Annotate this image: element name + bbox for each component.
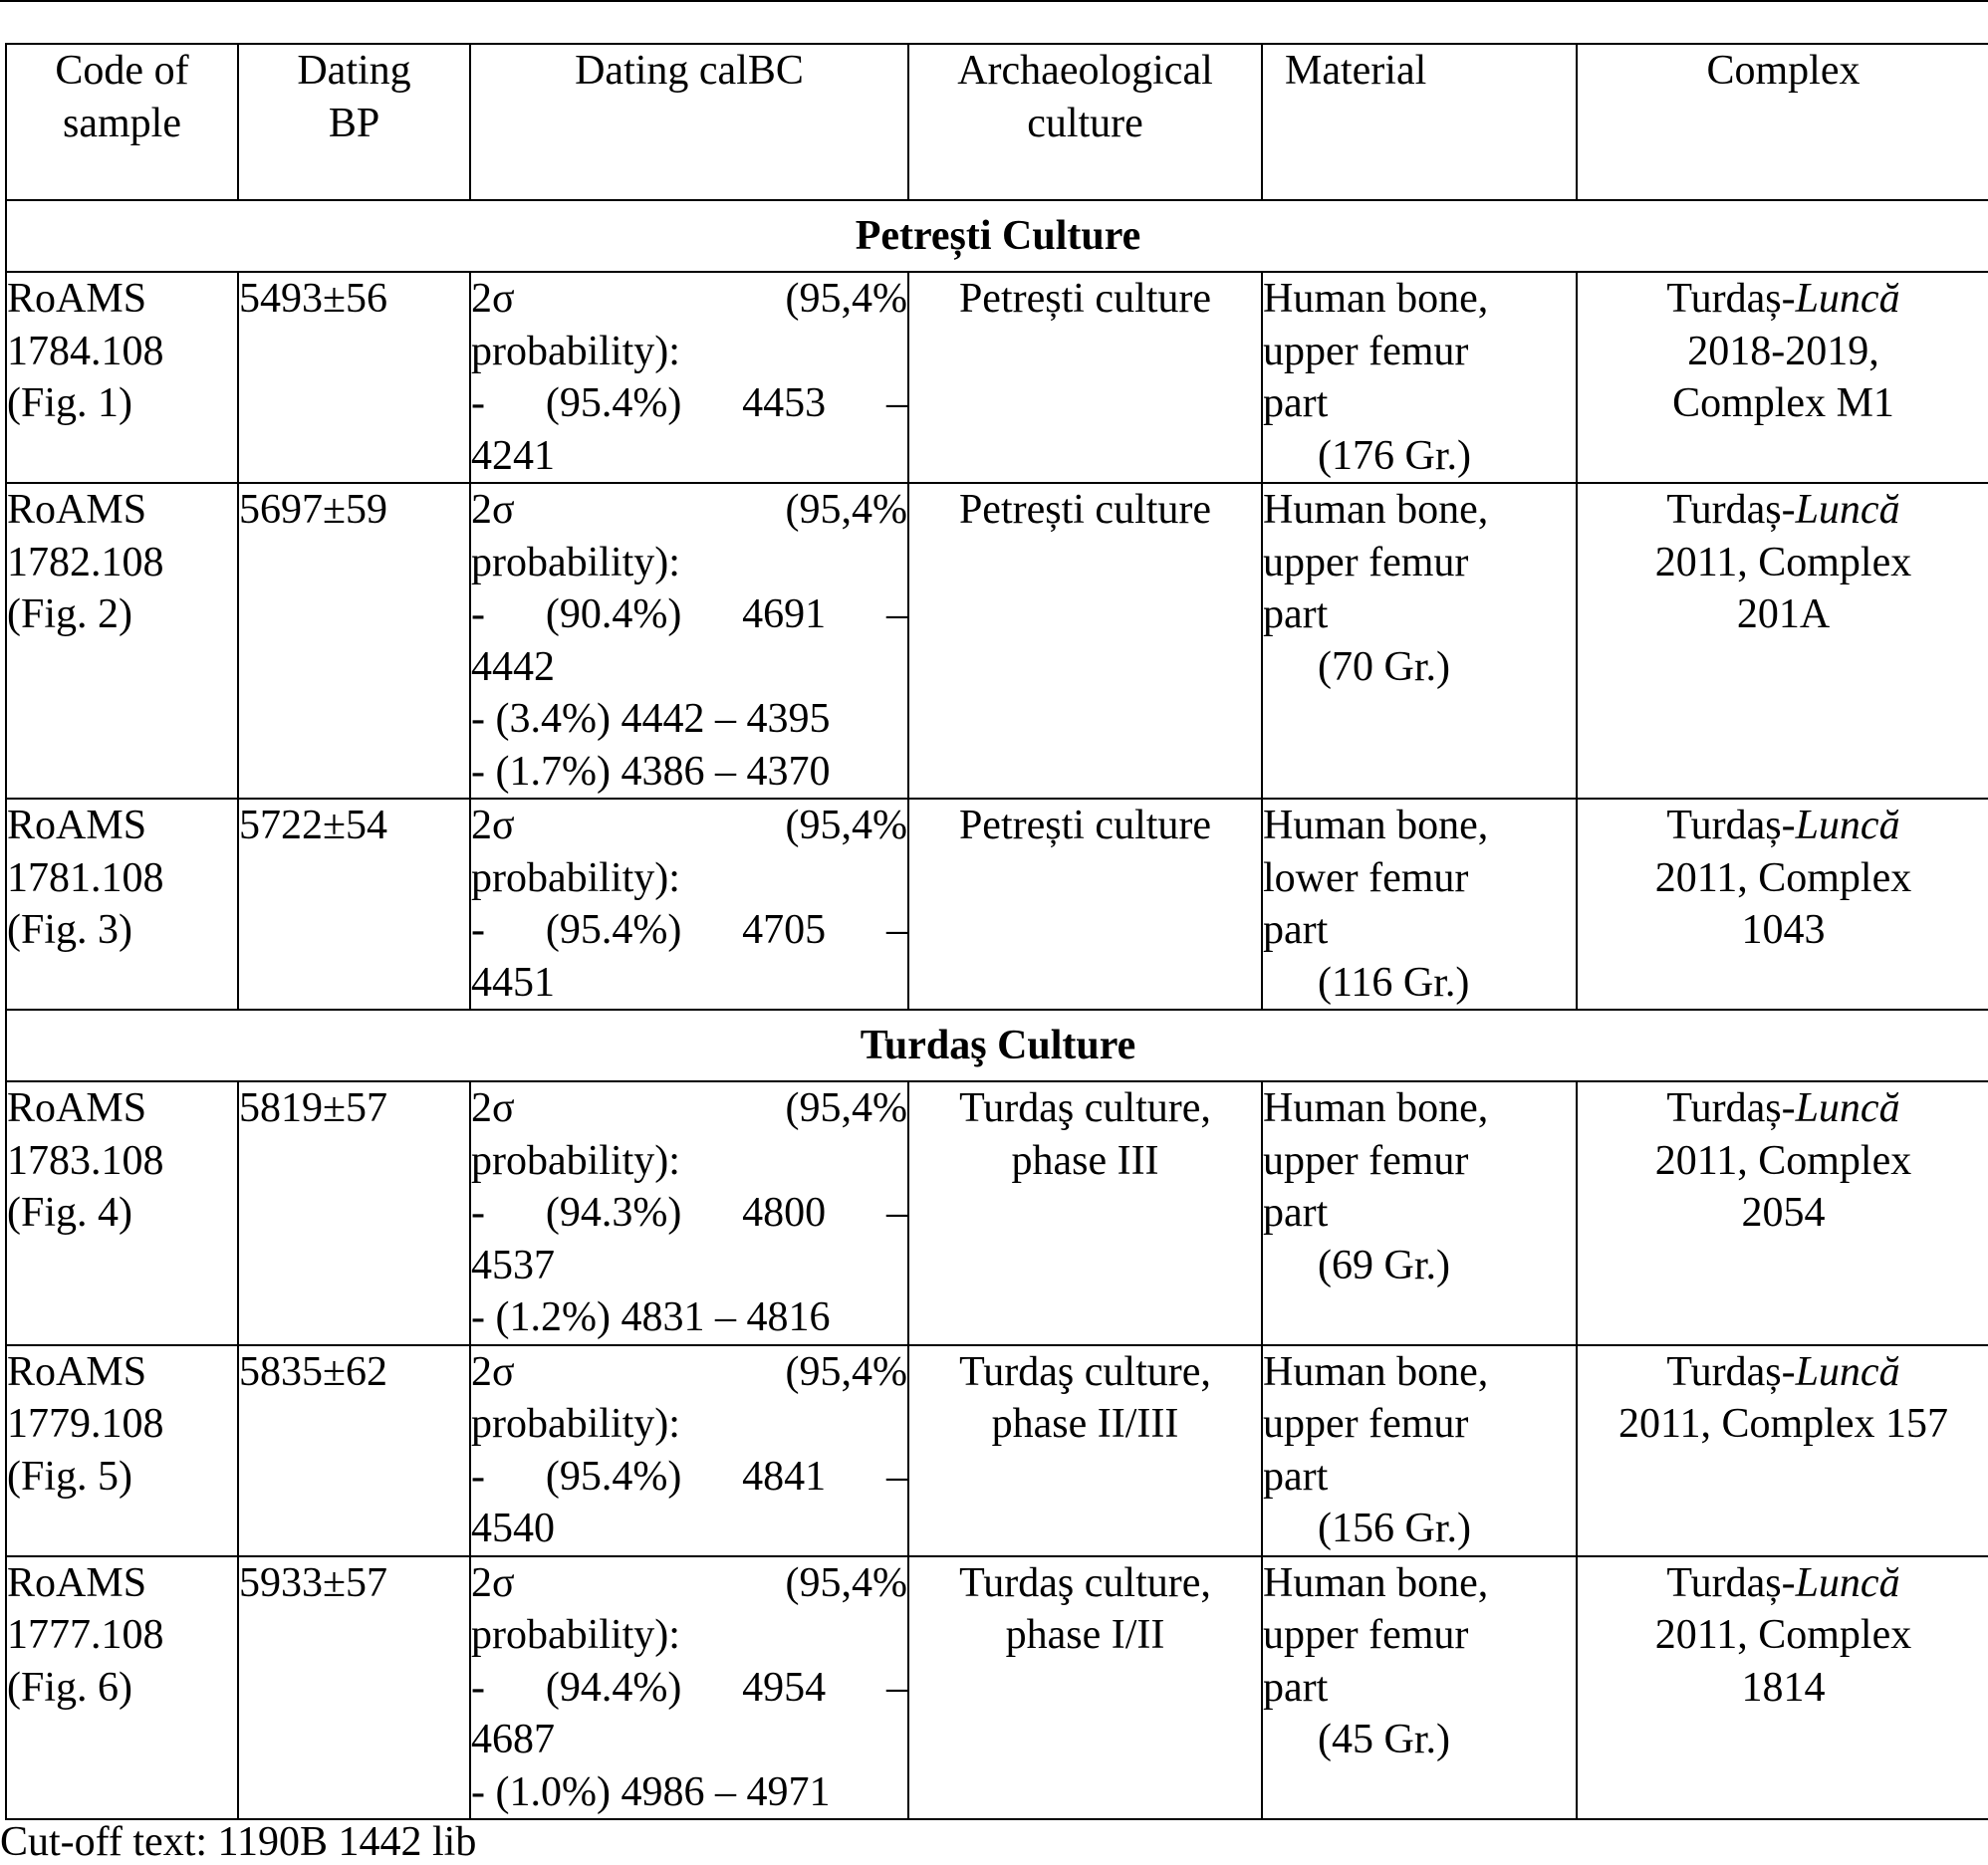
table-row xyxy=(6,272,1988,483)
cell-archaeological-culture: Turdaş culture, phase II/III xyxy=(908,1345,1262,1556)
cell-dating-bp: 5835±62 xyxy=(238,1345,470,1556)
cell-dating-calbc: 2σ (95,4% probability): - (90.4%) 4691 – 4442 - (3.4%) 4442 – 4395 - (1.7%) 4386 – 4370 xyxy=(470,483,908,799)
cell-sample-code: RoAMS 1782.108 (Fig. 2) xyxy=(6,483,238,799)
cell-archaeological-culture: Petrești culture xyxy=(908,272,1262,483)
table-row xyxy=(6,799,1988,1010)
cell-sample-code: RoAMS 1783.108 (Fig. 4) xyxy=(6,1081,238,1345)
header-material: Material xyxy=(1262,44,1577,200)
cell-material: Human bone, upper femur part (45 Gr.) xyxy=(1262,1556,1577,1820)
cell-sample-code: RoAMS 1779.108 (Fig. 5) xyxy=(6,1345,238,1556)
cell-archaeological-culture: Turdaş culture, phase I/II xyxy=(908,1556,1262,1820)
cell-sample-code: RoAMS 1781.108 (Fig. 3) xyxy=(6,799,238,1010)
section-title: Petrești Culture xyxy=(6,200,1988,272)
cell-dating-bp: 5722±54 xyxy=(238,799,470,1010)
section-row xyxy=(6,200,1988,272)
radiocarbon-dating-table xyxy=(5,43,1988,1820)
cell-dating-calbc: 2σ (95,4% probability): - (94.3%) 4800 – 4537 - (1.2%) 4831 – 4816 xyxy=(470,1081,908,1345)
table-row xyxy=(6,1556,1988,1820)
cell-archaeological-culture: Petrești culture xyxy=(908,799,1262,1010)
cell-material: Human bone, upper femur part (176 Gr.) xyxy=(1262,272,1577,483)
table-row xyxy=(6,1081,1988,1345)
cell-dating-bp: 5493±56 xyxy=(238,272,470,483)
cell-dating-bp: 5933±57 xyxy=(238,1556,470,1820)
cell-dating-calbc: 2σ (95,4% probability): - (95.4%) 4453 – 4241 xyxy=(470,272,908,483)
cell-dating-calbc: 2σ (95,4% probability): - (95.4%) 4705 – 4451 xyxy=(470,799,908,1010)
cell-complex: Turdaș-Luncă 2011, Complex 157 xyxy=(1577,1345,1988,1556)
cell-complex: Turdaș-Luncă 2011, Complex 201A xyxy=(1577,483,1988,799)
table-row xyxy=(6,1345,1988,1556)
cell-material: Human bone, upper femur part (69 Gr.) xyxy=(1262,1081,1577,1345)
cell-archaeological-culture: Turdaş culture, phase III xyxy=(908,1081,1262,1345)
cell-material: Human bone, upper femur part (156 Gr.) xyxy=(1262,1345,1577,1556)
cell-archaeological-culture: Petrești culture xyxy=(908,483,1262,799)
header-complex: Complex xyxy=(1577,44,1988,200)
table-body xyxy=(6,200,1988,1819)
cell-complex: Turdaș-Luncă 2011, Complex 1043 xyxy=(1577,799,1988,1010)
cell-dating-bp: 5697±59 xyxy=(238,483,470,799)
header-archaeological-culture: Archaeological culture xyxy=(908,44,1262,200)
cell-dating-bp: 5819±57 xyxy=(238,1081,470,1345)
header-row xyxy=(6,44,1988,200)
header-dating-bp: Dating BP xyxy=(238,44,470,200)
top-rule xyxy=(0,0,1988,2)
cell-material: Human bone, upper femur part (70 Gr.) xyxy=(1262,483,1577,799)
cell-sample-code: RoAMS 1777.108 (Fig. 6) xyxy=(6,1556,238,1820)
cell-sample-code: RoAMS 1784.108 (Fig. 1) xyxy=(6,272,238,483)
cell-dating-calbc: 2σ (95,4% probability): - (94.4%) 4954 – 4687 - (1.0%) 4986 – 4971 xyxy=(470,1556,908,1820)
cell-complex: Turdaș-Luncă 2011, Complex 1814 xyxy=(1577,1556,1988,1820)
section-title: Turdaş Culture xyxy=(6,1010,1988,1081)
cell-complex: Turdaș-Luncă 2018-2019, Complex M1 xyxy=(1577,272,1988,483)
cell-material: Human bone, lower femur part (116 Gr.) xyxy=(1262,799,1577,1010)
cell-complex: Turdaș-Luncă 2011, Complex 2054 xyxy=(1577,1081,1988,1345)
cut-off-footer-text: Cut-off text: 1190B 1442 lib xyxy=(0,1819,477,1865)
header-code-of-sample: Code of sample xyxy=(6,44,238,200)
header-dating-calbc: Dating calBC xyxy=(470,44,908,200)
section-row xyxy=(6,1010,1988,1081)
table-row xyxy=(6,483,1988,799)
cell-dating-calbc: 2σ (95,4% probability): - (95.4%) 4841 – 4540 xyxy=(470,1345,908,1556)
